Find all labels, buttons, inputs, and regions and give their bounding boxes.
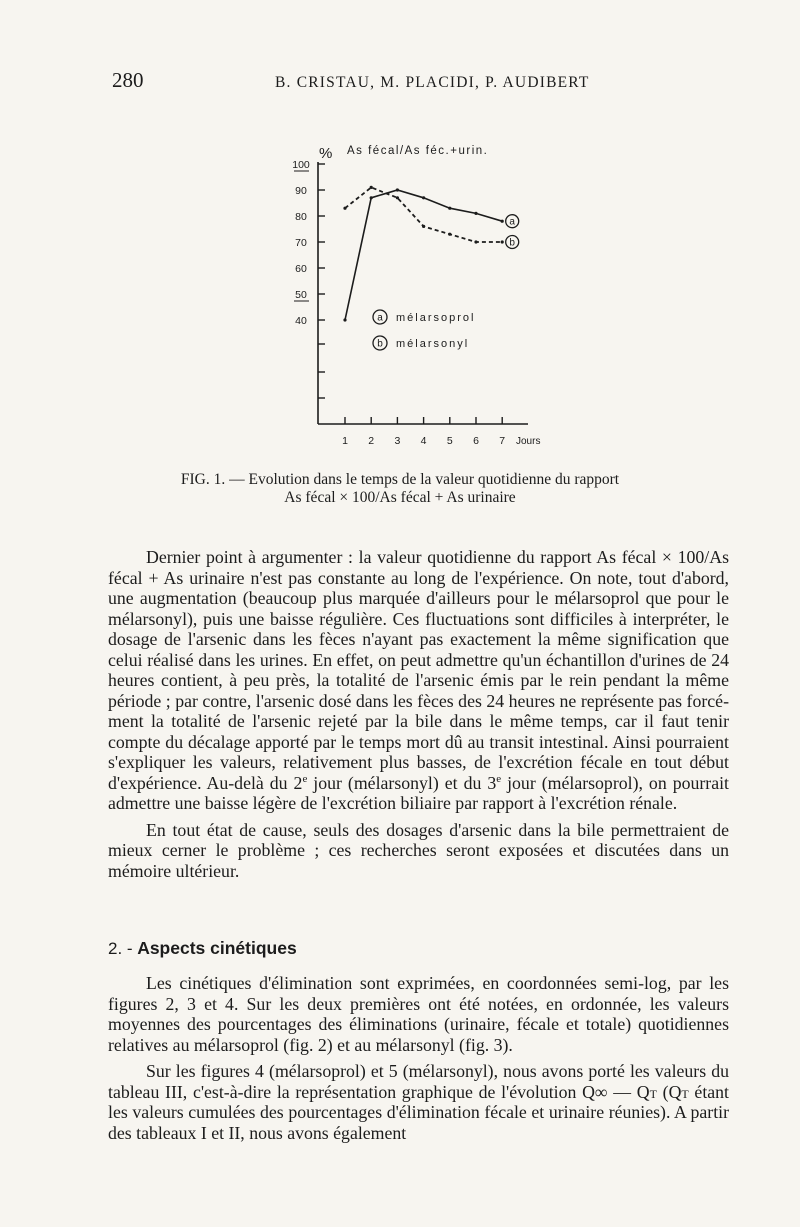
- superscript: e: [496, 772, 502, 785]
- y-tick-label: 50: [295, 289, 307, 301]
- data-point-a: [448, 207, 451, 210]
- data-point-b: [343, 207, 346, 210]
- x-tick-label: 4: [420, 435, 427, 447]
- y-unit-label: %: [319, 145, 333, 162]
- figure-caption-line-2: As fécal × 100/As fécal + As urinaire: [284, 489, 516, 506]
- y-tick-label: 70: [295, 237, 307, 249]
- paragraph: [108, 1061, 729, 1143]
- paragraph: Les cinétiques d'élimination sont exprimées, en coordonnées semi-log, par les figures 2, 3 et 4. Sur les deux premières ont été notées, en ordonnée, les valeurs moyennes des pourcentages des éliminations (urinaire, fécale et totale) quotidiennes relatives au mélarsoprol (fig. 2) et au mélarsonyl (fig. 3).: [108, 973, 729, 1055]
- data-point-a: [370, 196, 373, 199]
- paragraph-text: jour (mélarsoprol), on pourrait admettre une baisse légère de l'excrétion biliaire par rapport à l'excrétion rénale.: [108, 772, 729, 813]
- superscript: e: [302, 772, 308, 785]
- data-point-a: [474, 212, 477, 215]
- series-marker-label: a: [509, 216, 515, 228]
- data-point-b: [396, 196, 399, 199]
- chart-title: As fécal/As féc.+urin.: [347, 145, 489, 157]
- data-point-a: [396, 188, 399, 191]
- y-tick-label: 90: [295, 185, 307, 197]
- paragraph-text: jour (mélarsonyl) et du 3: [307, 772, 497, 793]
- section-heading: [108, 938, 297, 960]
- data-point-b: [422, 225, 425, 228]
- data-point-b: [370, 186, 373, 189]
- data-point-b: [474, 240, 477, 243]
- x-tick-label: 1: [342, 435, 348, 447]
- y-tick-label: 80: [295, 211, 307, 223]
- x-tick-label: 7: [499, 435, 506, 447]
- paragraph-text: étant les valeurs cumulées des pourcentages d'élimination fécale et urinaire réunies). A partir des tableaux I et II, nous avons également: [108, 1081, 729, 1143]
- y-tick-label: 60: [295, 263, 307, 275]
- body-section-2: [108, 973, 729, 1143]
- data-point-a: [501, 220, 504, 223]
- data-point-b: [501, 240, 504, 243]
- series-marker-label: b: [509, 237, 515, 249]
- data-point-a: [422, 196, 425, 199]
- figure-caption-line-1: FIG. 1. — Evolution dans le temps de la valeur quotidienne du rapport: [180, 471, 620, 488]
- y-tick-label: 100: [292, 159, 310, 171]
- series-line-a: [345, 190, 502, 320]
- paragraph-text: Sur les figures 4 (mélarsoprol) et 5 (mélarsonyl), nous avons porté les valeurs du tableau III, c'est-à-dire la représentation graphique de l'évolution Q∞ —: [108, 1061, 729, 1102]
- qt-symbol: Qt: [636, 1081, 657, 1102]
- paragraph: En tout état de cause, seuls des dosages d'arsenic dans la bile permettraient de mieux cerner le problème ; ces recherches seront exposées et discutées dans un mémoire ultérieur.: [108, 819, 729, 881]
- data-point-b: [448, 233, 451, 236]
- x-tick-label: 3: [394, 435, 401, 447]
- body-section-1: [108, 547, 729, 881]
- page-number: 280: [112, 68, 144, 92]
- legend-marker-label: a: [377, 312, 383, 324]
- figure-1-chart: [0, 0, 800, 470]
- paragraph-text: (: [656, 1081, 669, 1102]
- legend-label: mélarsoprol: [396, 312, 476, 324]
- legend-marker-label: b: [377, 338, 383, 350]
- x-tick-label: 5: [446, 435, 453, 447]
- data-point-a: [343, 318, 346, 321]
- qt-symbol: Qt: [668, 1081, 689, 1102]
- x-axis-label: Jours: [516, 436, 541, 447]
- paragraph: [108, 547, 729, 814]
- legend-label: mélarsonyl: [396, 338, 470, 350]
- x-tick-label: 6: [473, 435, 479, 447]
- section-number: 2. -: [108, 939, 133, 958]
- x-tick-label: 2: [368, 435, 375, 447]
- section-title: Aspects cinétiques: [137, 938, 297, 958]
- y-tick-label: 40: [295, 315, 307, 327]
- paragraph-text: Dernier point à argumenter : la valeur quotidienne du rapport As fécal × 100/As fécal + As urinaire n'est pas constante au long de l'expérience. On note, tout d'abord, une augmentation (beaucoup plus marquée d'ailleurs pour le mélarsoprol que pour le mélarsonyl), puis une baisse régulière. Ces fluctuations sont difficiles à interpréter, le dosage de l'arsenic dans les fèces n'ayant pas exactement la même signification que celui réalisé dans les urines. En effet, on peut admettre qu'un échantillon d'urines de 24 heures contient, à peu près, la totalité de l'arsenic émis par le rein pendant la même période ; par contre, l'arsenic dosé dans les fèces des 24 heures ne représente pas forcément la totalité de l'arsenic rejeté par la bile dans le même temps, car il faut tenir compte du décalage apporté par le temps mort dû au transit intestinal. Ainsi pourraient s'expliquer les valeurs, relativement plus basses, de l'excrétion fécale en tout début d'expérience. Au-delà du 2: [108, 547, 729, 793]
- running-head: B. CRISTAU, M. PLACIDI, P. AUDIBERT: [275, 74, 590, 91]
